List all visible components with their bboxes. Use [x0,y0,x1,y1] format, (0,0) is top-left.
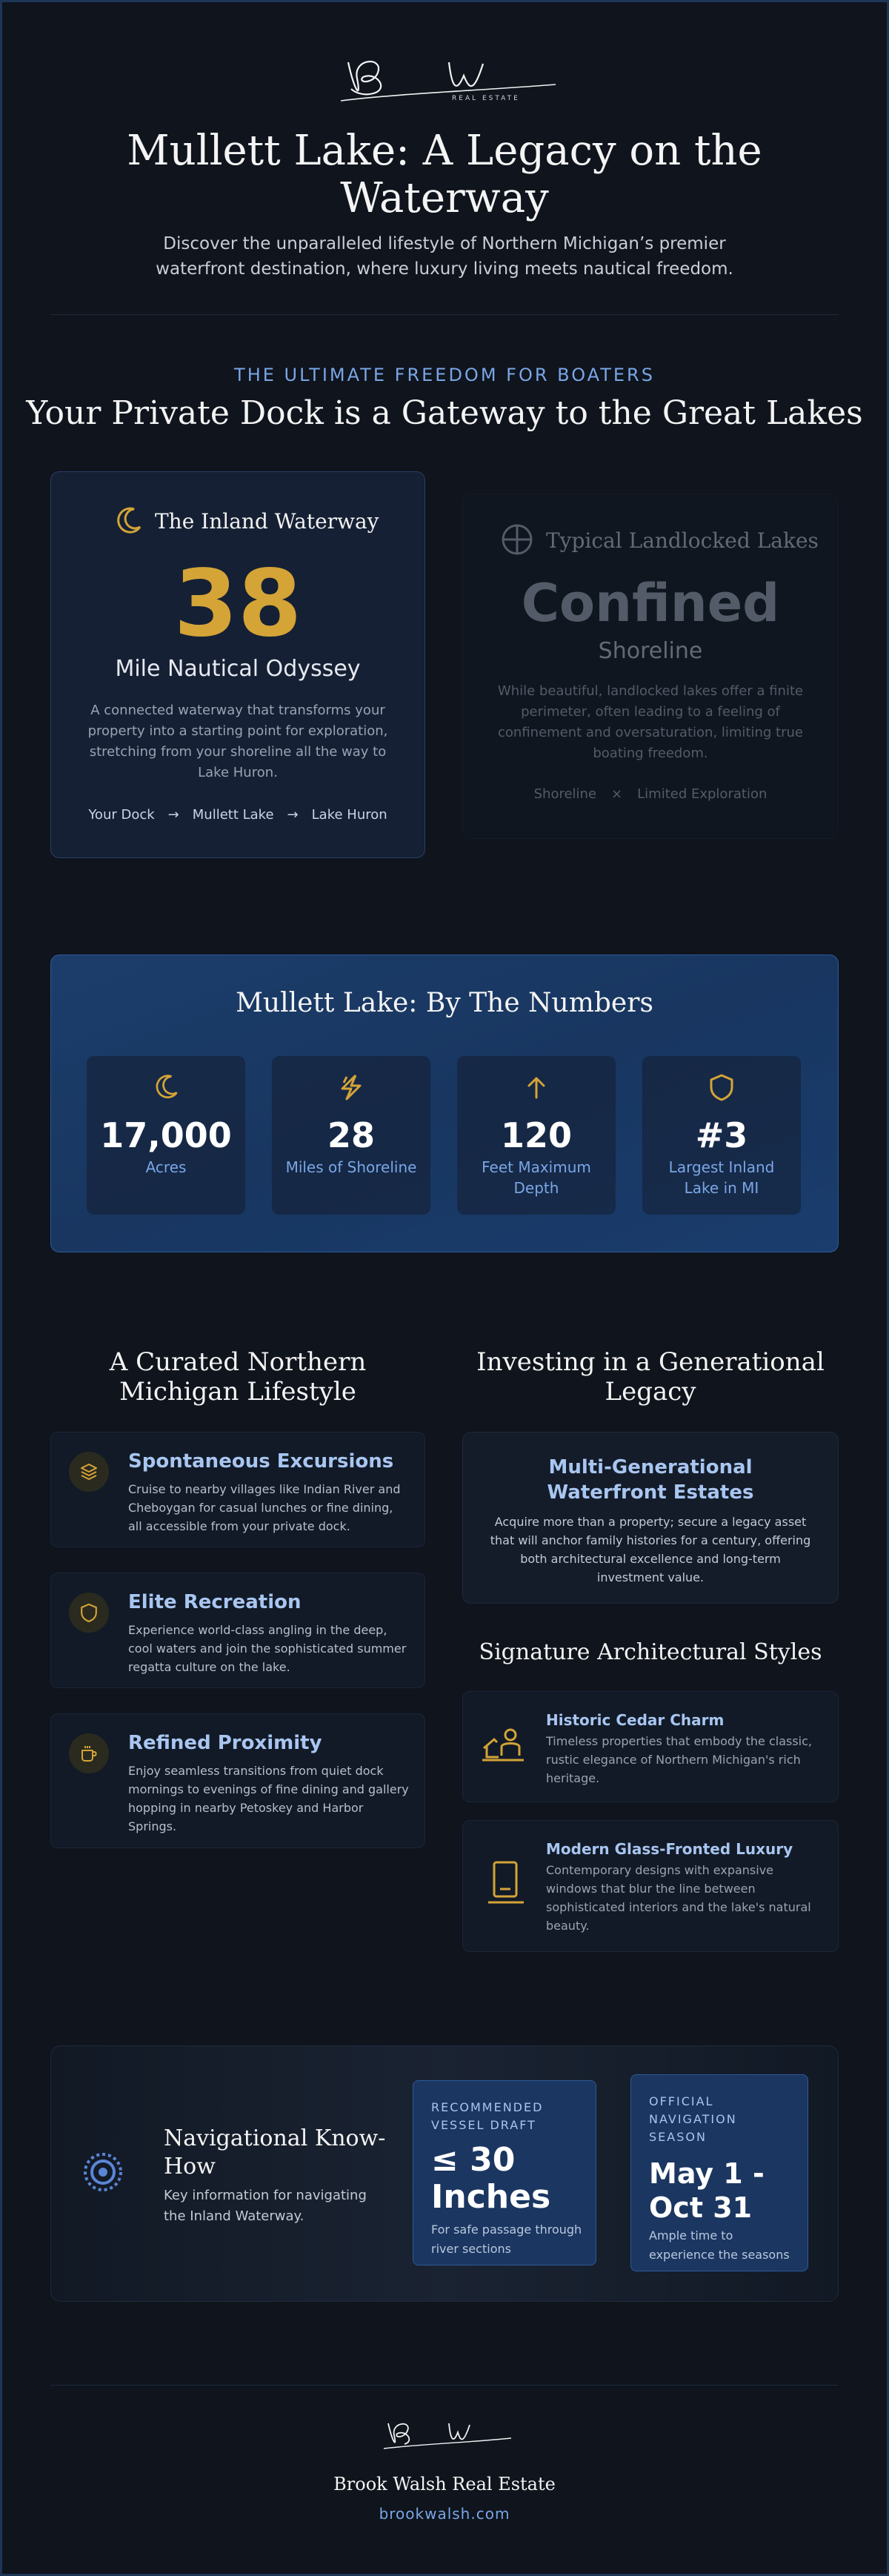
section-eyebrow: THE ULTIMATE FREEDOM FOR BOATERS [234,365,655,385]
architecture-card [462,1691,839,1802]
legacy-text: Acquire more than a property; secure a legacy asset that will anchor family histories for a century, offering both architectural excellence and long-term investment value. [490,1515,811,1584]
landlocked-title: Typical Landlocked Lakes [546,528,819,553]
shield-icon [69,1593,109,1633]
navigation-season-card [630,2074,808,2271]
stat-label: Largest Inland Lake in MI [668,1158,775,1197]
inland-waterway-card [50,471,425,858]
arrow-right-icon: → [287,807,299,823]
layers-icon [69,1452,109,1492]
season-note: Ample time to experience the seasons [649,2228,790,2262]
draft-note: For safe passage through river sections [431,2223,582,2256]
arrow-up-icon [457,1072,616,1102]
crosshair-icon [500,522,534,560]
tablet-icon [485,1859,527,1910]
inland-text: A connected waterway that transforms your property into a starting point for exploration, stretching from your shoreline all the way to Lake Huron. [87,703,388,780]
page-title: Mullett Lake: A Legacy on the Waterway [127,127,762,222]
moon-icon [87,1072,245,1102]
route-stop: Mullett Lake [192,807,274,823]
legacy-title: Multi-Generational Waterfront Estates [547,1456,754,1504]
stat-label: Acres [145,1158,187,1176]
stat-value: 120 [500,1115,573,1155]
architecture-text: Timeless properties that embody the classic, rustic elegance of Northern Michigan's rich heritage. [546,1734,812,1785]
close-icon: × [611,786,623,802]
landlocked-text: While beautiful, landlocked lakes offer a finite perimeter, often leading to a feeling of confinement and oversaturation, limiting true boating freedom. [497,683,804,761]
feature-title: Elite Recreation [128,1591,302,1613]
vessel-draft-card [413,2080,596,2265]
arrow-right-icon: → [167,807,179,823]
season-eyebrow: OFFICIAL NAVIGATION SEASON [649,2094,737,2144]
feature-title: Spontaneous Excursions [128,1450,394,1473]
navigation-panel [50,2045,839,2302]
shield-icon [642,1072,801,1102]
stat-label: Miles of Shoreline [285,1158,417,1176]
stat-value: 28 [327,1115,375,1155]
architecture-title: Historic Cedar Charm [546,1711,725,1729]
draft-value: ≤ 30 Inches [431,2141,551,2216]
landlocked-big-label: Shoreline [598,638,703,664]
feature-title: Refined Proximity [128,1732,322,1754]
architecture-title: Modern Glass-Fronted Luxury [546,1840,793,1858]
logo-tagline: REAL ESTATE [452,95,520,102]
stat-card-depth [457,1056,616,1215]
architecture-card [462,1820,839,1952]
footer-name: Brook Walsh Real Estate [333,2474,556,2494]
investing-heading: Investing in a Generational Legacy [476,1347,825,1407]
landlocked-big: Confined [521,573,780,634]
house-person-icon [479,1723,527,1770]
hero-subtitle: Discover the unparalleled lifestyle of Northern Michigan’s premier waterfront destination, where luxury living meets nautical freedom. [156,234,733,279]
lightning-icon [272,1072,430,1102]
stat-value: 17,000 [100,1115,232,1155]
numbers-heading: Mullett Lake: By The Numbers [236,988,653,1018]
feature-card [50,1432,425,1547]
divider [50,314,839,315]
lifestyle-heading: A Curated Northern Michigan Lifestyle [109,1347,367,1407]
feature-text: Enjoy seamless transitions from quiet dock mornings to evenings of fine dining and gallery hopping in nearby Petoskey and Harbor Springs. [128,1764,409,1833]
route-stop: Lake Huron [311,807,387,823]
numbers-panel [50,955,839,1252]
navigation-subtitle: Key information for navigating the Inland Waterway. [164,2188,367,2224]
section-heading: Your Private Dock is a Gateway to the Great Lakes [26,394,863,432]
moon-icon [112,505,144,540]
inland-number-label: Mile Nautical Odyssey [115,656,361,682]
landlocked-footer [463,786,838,802]
stat-value: #3 [695,1115,748,1155]
target-icon [81,2150,125,2197]
landlocked-footer-right: Limited Exploration [637,786,768,802]
feature-card [50,1573,425,1688]
feature-card [50,1713,425,1848]
season-value: May 1 - Oct 31 [649,2157,765,2224]
divider [50,2385,839,2386]
inland-title: The Inland Waterway [155,509,379,534]
footer-logo[interactable] [370,2413,519,2457]
feature-text: Cruise to nearby villages like Indian River and Cheboygan for casual lunches or fine dining, all accessible from your private dock. [128,1482,401,1533]
stat-card-rank [642,1056,801,1215]
draft-eyebrow: RECOMMENDED VESSEL DRAFT [431,2100,544,2132]
navigation-title: Navigational Know-How [164,2125,386,2180]
landlocked-footer-left: Shoreline [533,786,597,802]
footer-link[interactable]: brookwalsh.com [379,2505,510,2523]
brand-logo[interactable] [319,46,570,113]
landlocked-lakes-card [462,494,839,839]
feature-text: Experience world-class angling in the deep, cool waters and join the sophisticated summer regatta culture on the lake. [128,1623,407,1674]
logo-signature-icon [370,2413,519,2457]
stat-label: Feet Maximum Depth [482,1158,591,1197]
architecture-text: Contemporary designs with expansive windows that blur the line between sophisticated interiors and the lake's natural beauty. [546,1863,811,1933]
route [51,807,424,823]
stat-card-acres [87,1056,245,1215]
coffee-cup-icon [69,1733,109,1773]
stat-card-shoreline [272,1056,430,1215]
route-stop: Your Dock [88,807,155,823]
styles-heading: Signature Architectural Styles [479,1639,822,1665]
legacy-card [462,1432,839,1604]
inland-number: 38 [173,551,302,657]
